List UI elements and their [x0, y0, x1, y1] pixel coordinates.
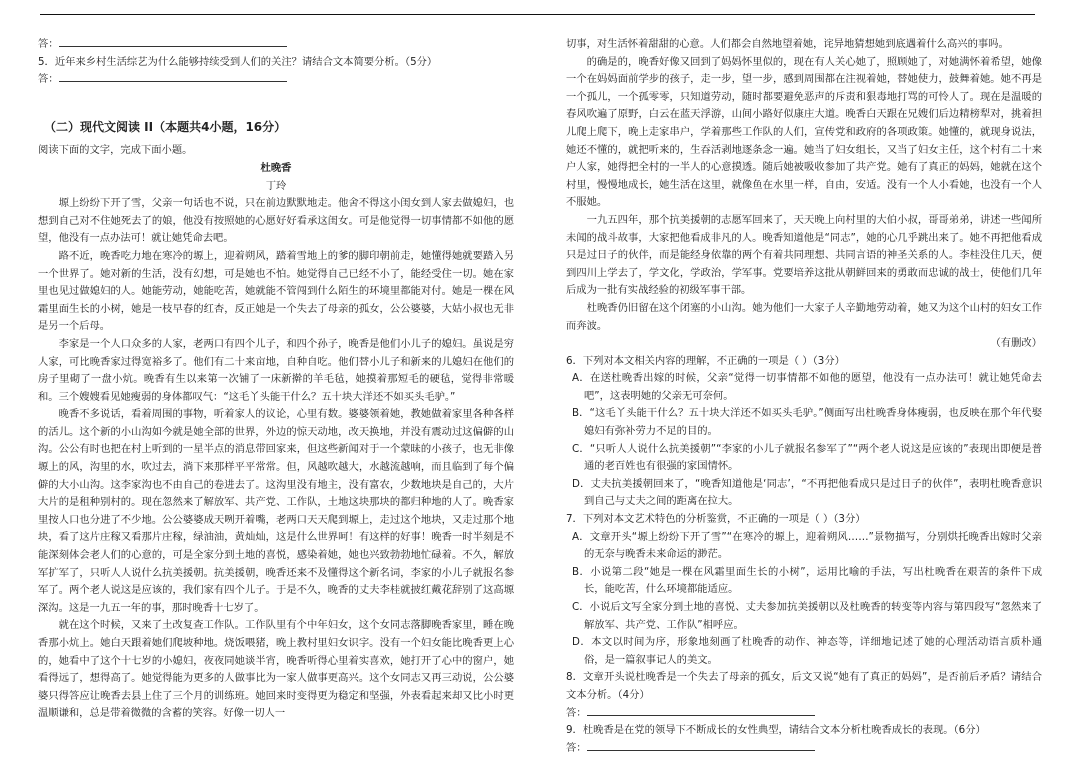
option-item: A．文章开头“塬上纷纷下开了雪”“在寒冷的塬上，迎着朔风……”景物描写，分别烘托晚香出嫁时父亲的无奈与晚香未来命运的渺茫。	[572, 530, 1042, 561]
question-7: 7．下列对本文艺术特色的分析鉴赏，不正确的一项是（ ）（3分）	[566, 513, 866, 526]
option-item: C．“只听人人说什么抗美援朝”“李家的小儿子就报名参军了”“两个老人说这是应该的”表现出即便是普通的老百姓也有很强的家国情怀。	[572, 442, 1042, 473]
option-item: D．丈夫抗美援朝回来了，“晚香知道他是‘同志’，“不再把他看成只是过日子的伙伴”，表明杜晚香意识到自己与丈夫之间的距离在拉大。	[572, 477, 1042, 508]
article-paragraph: 晚香不多说话，看着周围的事物，听着家人的议论，心里有数。婆婆领着她，教她做着家里各种各样的活儿。这个新的小山沟如今就是她全部的世界，外边的惊天动地，改天换地，并没有震动过这偏僻的山沟。公公有时也把在村上听到的一星半点的消息带回家来，但这些新闻对于一个蒙昧的小孩子，也无非像塬上的风，沟里的水，吹过去，淌下来那样平平常常。但，风越吹越大，水越流越响，而且临到了每个偏僻的大小山沟。这李家沟也不由自己的卷进去了。这沟里没有地主，没有富农，少数地块是自己的，大片大片的是租种别村的。现在忽然来了解放军、共产党、工作队，土地这块那块的都归种地的人了。晚香家里按人口也分进了不少地。公公婆婆成天咧开着嘴，老两口天天爬到塬上，走过这个地块，又走过那个地块，看了这片庄稼又看那片庄稼，绿油油，黄灿灿，这是什么世界呵！有这样的好事！晚香一时半刻是不能深刻体会老人们的心意的，可是全家分到土地的喜悦，感染着她，她也兴致勃勃地忙碌着。不久，解放军扩军了，只听人人说什么抗美援朝。抗美援朝，晚香还来不及懂得这个新名词，李家的小儿子就报名参军了。两个老人说这是应该的，我们家有四个儿子。于是不久，晚香的丈夫李桂就披红戴花辞别了这高塬深沟。这是一九五一年的事，那时晚香十七岁了。	[38, 408, 514, 614]
answer-line-q4	[38, 36, 514, 54]
question-5: 5．近年来乡村生活综艺为什么能够持续受到人们的关注？请结合文本简要分析。（5分）	[38, 55, 438, 68]
article-paragraph: 李家是一个人口众多的人家，老两口有四个儿子，和四个孙子，晚香是他们小儿子的媳妇。虽说是穷人家，可比晚香家过得宽裕多了。他们有二十来亩地，自种自吃。他们替小儿子和新来的儿媳妇在他们的房子里砌了一盘小炕。晚香有生以来第一次铺了一床新擀的羊毛毡，她摸着那短毛的硬毡，觉得非常暖和。三个嫂嫂看见她瘦弱的身体都叹气：“这毛丫头能干什么？五十块大洋还不如买头毛驴。”	[38, 337, 514, 403]
right-column	[566, 36, 1042, 757]
option-item: B．小说第二段“她是一棵在风霜里面生长的小树”，运用比喻的手法，写出杜晚香在艰苦的条件下成长，能吃苦，什么环境都能适应。	[572, 565, 1042, 596]
answer-label: 答：	[38, 73, 59, 86]
question-9: 9．杜晚香是在党的领导下不断成长的女性典型，请结合文本分析杜晚香成长的表现。（6分）	[566, 724, 986, 737]
answer-line-q5	[38, 71, 514, 89]
question-8: 8．文章开头说杜晚香是一个失去了母亲的孤女，后文又说“她有了真正的妈妈”，是否前后矛盾？请结合文本分析。（4分）	[566, 671, 1042, 701]
answer-line-q8	[566, 705, 1042, 723]
answer-label: 答：	[566, 706, 587, 719]
answer-line-q9	[566, 740, 1042, 758]
top-rule	[40, 14, 1035, 15]
article-paragraph: 塬上纷纷下开了雪，父亲一句话也不说，只在前边默默地走。他舍不得这小闺女到人家去做媳妇，也想到自己对不住她死去了的娘，他没有按照她的心愿好好看承这闺女。可是他觉得一切事情都不如他的愿望，他没有一点办法可！就让她凭命去吧。	[38, 197, 514, 245]
article-paragraph: 切事，对生活怀着甜甜的心意。人们都会自然地望着她，诧异地猜想她到底遇着什么高兴的事吗。	[566, 38, 1009, 50]
answer-blank[interactable]	[59, 36, 287, 47]
article-paragraph: 就在这个时候，又来了土改复查工作队。工作队里有个中年妇女，这个女同志落脚晚香家里，睡在晚香那小炕上。她白天跟着她们爬坡种地。烧饭喂猪，晚上教村里妇女识字。没有一个妇女能比晚香更上心的，她看中了这个十七岁的小媳妇，夜夜同她谈半宵，晚香听得心里着实喜欢，她打开了心中的窗户，她看得远了，想得高了。她觉得能为更多的人做事比为一家人做事更高兴。这个女同志又再三动说，公公婆婆只得答应让晚香去县上住了三个月的训练班。她回来时变得更为稳定和坚强，外表看起来却又比小时更温顺谦和，总是带着微微的含蓄的笑容。好像一切人一	[38, 619, 514, 720]
article-paragraph: 一九五四年，那个抗美援朝的志愿军回来了，天天晚上向村里的大伯小叔，哥哥弟弟，讲述一些闻所未闻的战斗故事，大家把他看成非凡的人。晚香知道他是“同志”，她的心几乎跳出来了。她不再把他看成只是过日子的伙伴，而是能经身依靠的两个有着共同理想、共同言语的神圣关系的人。李桂没住几天，便到四川上学去了，学文化，学政治，学军事。党要培养这批从朝鲜回来的勇敢而忠诚的战士，使他们几年后成为一批有实战经验的初级军事干部。	[566, 213, 1042, 297]
article-paragraph: 路不近，晚香吃力地在寒冷的塬上，迎着朔风，踏着雪地上的爹的脚印朝前走，她懂得她就要踏入另一个世界了。她对新的生活，没有幻想，可是她也不怕。她觉得自己已经不小了，能经受住一切。她在家里也见过做媳妇的人。她能劳动，她能吃苦，她就能不管闯到什么陌生的环境里都能对付。她是一棵在风霜里面生长的小树，她是一枝早春的红杏，反正她是一个失去了母亲的孤女，公公婆婆，大姑小叔也无非是另一个后母。	[38, 249, 514, 333]
option-item: D．本文以时间为序，形象地刻画了杜晚香的动作、神态等，详细地记述了她的心理活动语言质朴通俗，是一篇叙事记人的美文。	[572, 636, 1042, 666]
edit-note: （有删改）	[990, 337, 1042, 350]
answer-blank[interactable]	[587, 705, 815, 716]
article-author: 丁玲	[265, 179, 287, 192]
option-item: B．“这毛丫头能干什么？五十块大洋还不如买头毛驴。”侧面写出杜晚香身体瘦弱，也反映在那个年代娶媳妇有弥补劳力不足的目的。	[572, 407, 1042, 438]
answer-label: 答：	[38, 38, 59, 50]
answer-label: 答：	[566, 741, 587, 754]
left-column	[38, 36, 514, 723]
answer-blank[interactable]	[587, 740, 815, 751]
section-title: （二）现代文阅读 II（本题共4小题，16分）	[44, 119, 287, 134]
reading-instruction: 阅读下面的文字，完成下面小题。	[38, 144, 193, 157]
option-item: A．在送杜晚香出嫁的时候，父亲“觉得一切事情都不如他的愿望，他没有一点办法可！就让她凭命去吧”，这表明她的父亲无可奈何。	[572, 372, 1042, 402]
answer-blank[interactable]	[59, 71, 287, 82]
article-title: 杜晚香	[260, 161, 292, 174]
option-item: C．小说后文写全家分到土地的喜悦、丈夫参加抗美援朝以及杜晚香的转变等内容与第四段写“忽然来了解放军、共产党、工作队”相呼应。	[572, 601, 1042, 631]
article-paragraph: 杜晚香仍旧留在这个闭塞的小山沟。她为他们一大家子人辛勤地劳动着，她又为这个山村的妇女工作而奔波。	[566, 301, 1042, 332]
article-paragraph: 的确是的，晚香好像又回到了妈妈怀里似的，现在有人关心她了，照顾她了，对她满怀着希望，她像一个在妈妈面前学步的孩子，走一步，望一步，感到周围都在注视着她，替她使力，鼓舞着她。她不再是一个孤儿，一个孤零零，只知道劳动，随时都要避免恶声的斥责和狠毒地打骂的可怜人了。现在是温暖的春风吹遍了原野，白云在蓝天浮游，山间小路好似康庄大道。晚香白天跟在兄嫂们后边精榜犁对，挑着担儿爬上爬下，晚上走家串户，学着那些工作队的人们，宣传党和政府的各项政策。她懂的，就现身说法，她还不懂的，就把听来的，生吞活剥地逐条念一遍。她当了妇女组长，又当了妇女主任，这个村有二十来户人家，她得把全村的一半人的心意摸透。随后她被吸收参加了共产党。她有了真正的妈妈，她就在这个村里，慢慢地成长，她生活在这里，就像鱼在水里一样，自由，安适。没有一个人小看她，也没有一个人不服她。	[566, 55, 1042, 209]
question-6: 6．下列对本文相关内容的理解，不正确的一项是（ ）（3分）	[566, 354, 845, 367]
